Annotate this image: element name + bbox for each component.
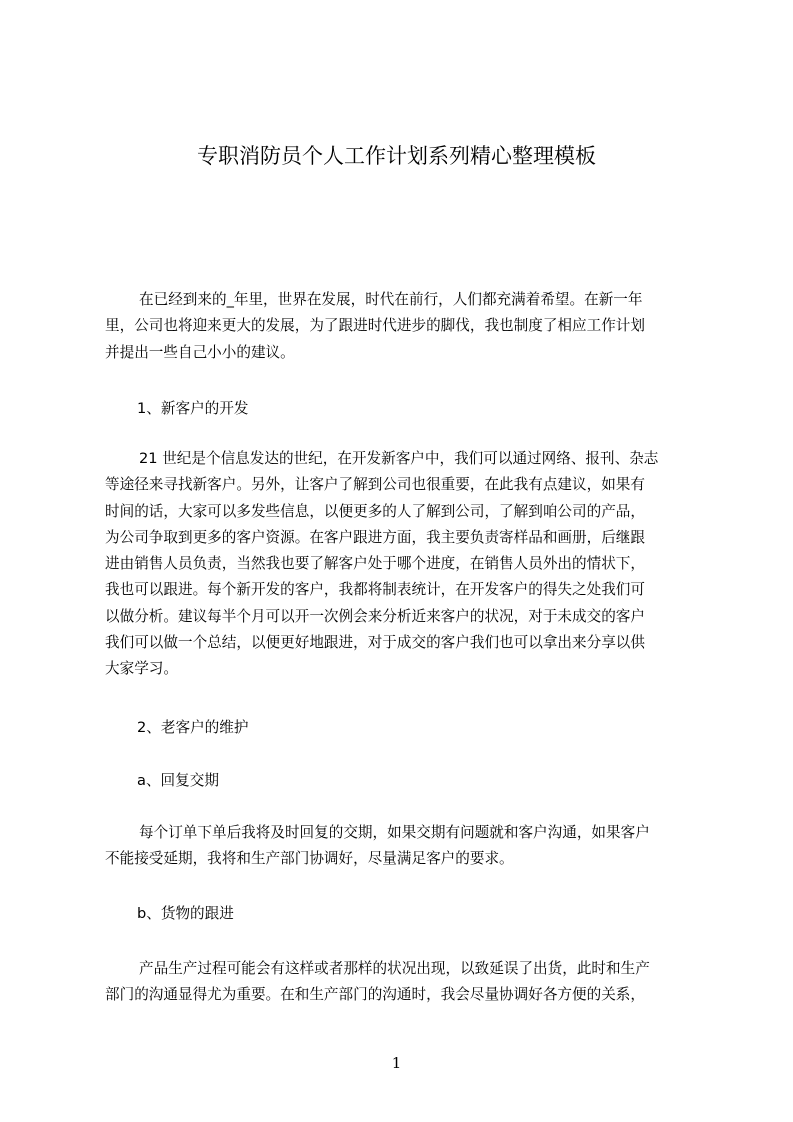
subsection-b-heading: b、货物的跟进 — [137, 905, 234, 922]
subsection-a-line: 不能接受延期，我将和生产部门协调好，尽量满足客户的要求。 — [105, 850, 514, 868]
section-1-line: 我也可以跟进。每个新开发的客户，我都将制表统计，在开发客户的得失之处我们可 — [105, 581, 645, 599]
intro-paragraph — [105, 287, 701, 366]
section-1-line: 我们可以做一个总结，以便更好地跟进，对于成交的客户我们也可以拿出来分享以供 — [105, 634, 645, 652]
section-1-line: 以做分析。建议每半个月可以开一次例会来分析近来客户的状况，对于未成交的客户 — [105, 607, 645, 625]
subsection-b-paragraph — [105, 956, 701, 1009]
subsection-b-line: 部门的沟通显得尤为重要。在和生产部门的沟通时，我会尽量协调好各方便的关系， — [105, 986, 645, 1004]
section-1-line: 时间的话，大家可以多发些信息，以便更多的人了解到公司，了解到咱公司的产品， — [105, 502, 645, 520]
section-1-line: 为公司争取到更多的客户资源。在客户跟进方面，我主要负责寄样品和画册，后继跟 — [105, 528, 645, 546]
section-1-heading: 1、新客户的开发 — [137, 400, 249, 417]
subsection-a-line: 每个订单下单后我将及时回复的交期，如果交期有问题就和客户沟通，如果客户 — [139, 824, 650, 841]
subsection-a-paragraph — [105, 820, 701, 873]
section-1-line: 大家学习。 — [105, 660, 178, 678]
document-title: 专职消防员个人工作计划系列精心整理模板 — [197, 144, 596, 168]
section-1-line: 进由销售人员负责，当然我也要了解客户处于哪个进度，在销售人员外出的情状下， — [105, 555, 645, 573]
subsection-b-line: 产品生产过程可能会有这样或者那样的状况出现，以致延误了出货，此时和生产 — [139, 960, 650, 977]
intro-line: 在已经到来的_年里，世界在发展，时代在前行，人们都充满着希望。在新一年 — [139, 291, 643, 308]
intro-line: 里，公司也将迎来更大的发展，为了跟进时代进步的脚伐，我也制度了相应工作计划 — [105, 317, 645, 335]
page-number: 1 — [391, 1054, 402, 1072]
section-2-heading: 2、老客户的维护 — [137, 719, 249, 736]
section-1-paragraph — [105, 446, 701, 683]
intro-line: 并提出一些自己小小的建议。 — [105, 343, 295, 361]
subsection-a-heading: a、回复交期 — [137, 772, 219, 789]
section-1-line: 21 世纪是个信息发达的世纪，在开发新客户中，我们可以通过网络、报刊、杂志 — [139, 450, 659, 467]
section-1-line: 等途径来寻找新客户。另外，让客户了解到公司也很重要，在此我有点建议，如果有 — [105, 476, 645, 494]
